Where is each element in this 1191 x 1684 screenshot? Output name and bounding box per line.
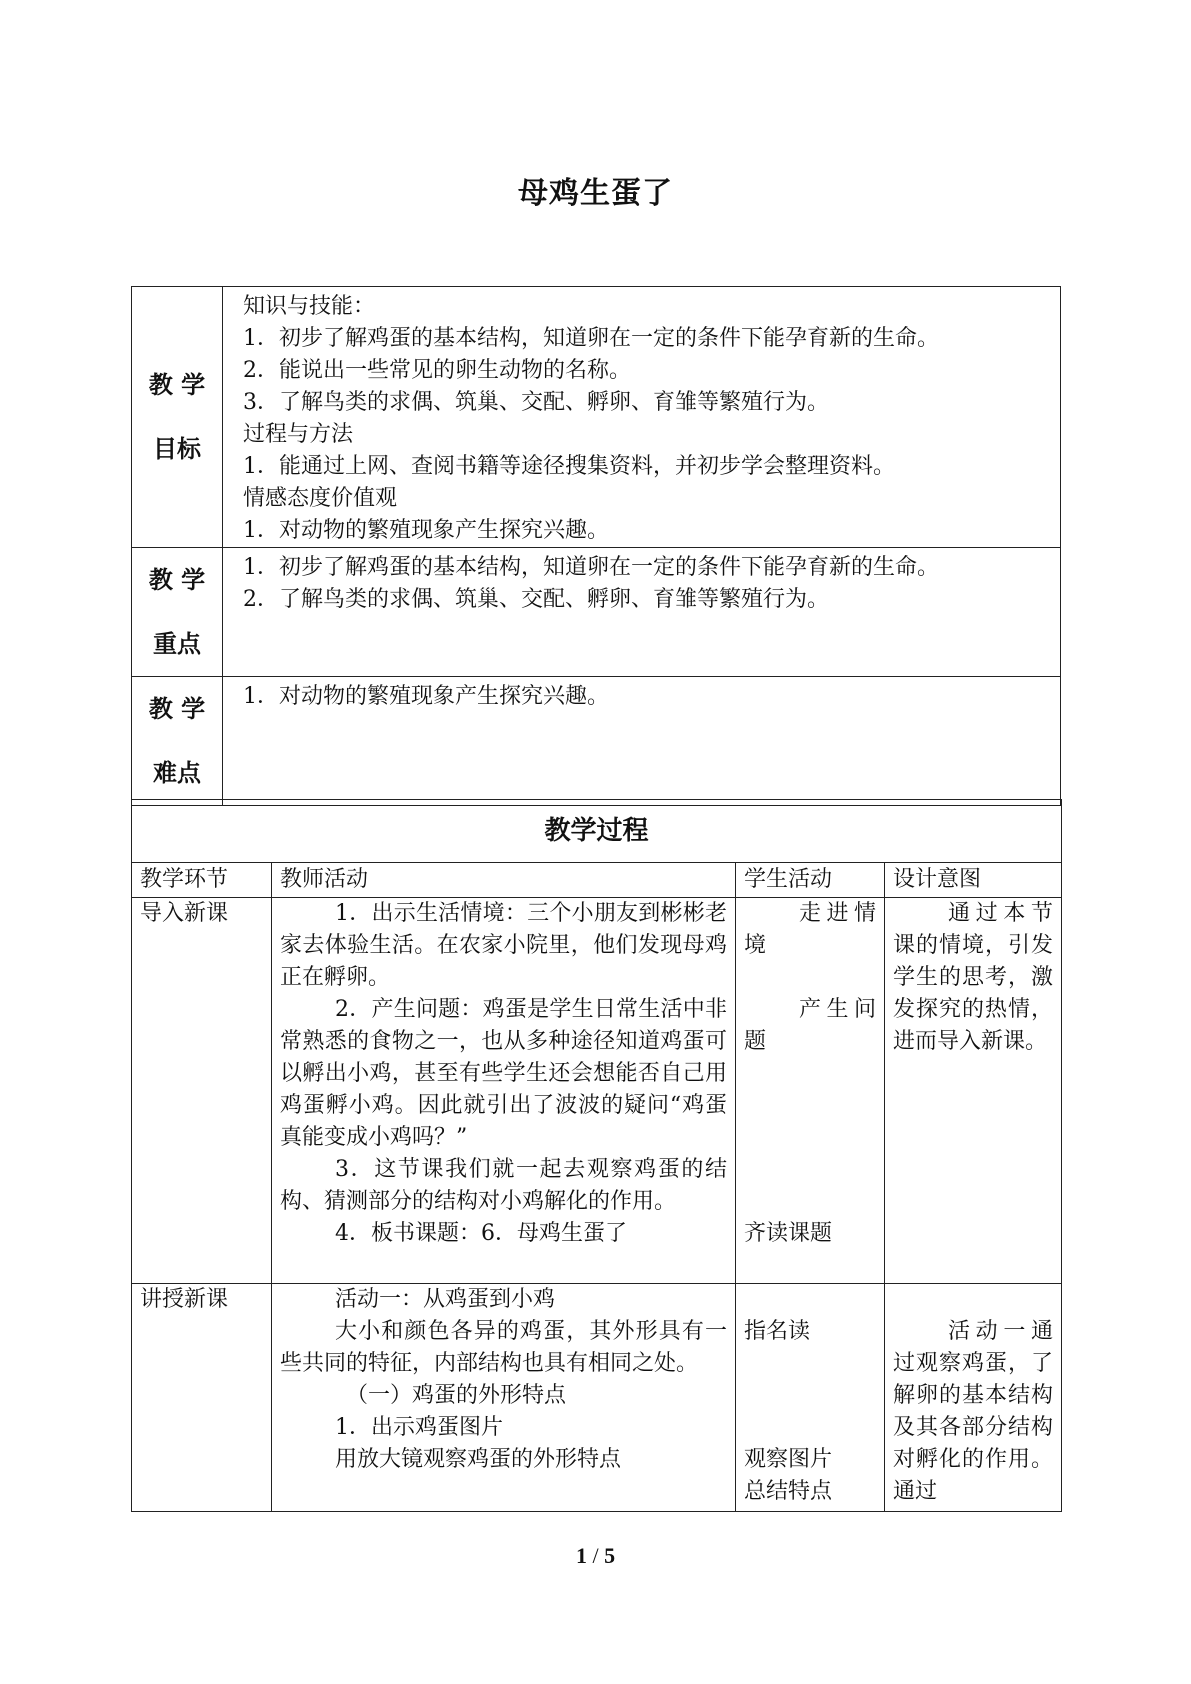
difficulties-row [132,677,1061,806]
key-points-row [132,548,1061,677]
process-heading-row [132,800,1062,863]
row-label: 教 学 目标 [132,287,223,548]
column-header: 教师活动 [272,863,736,898]
page-title: 母鸡生蛋了 [518,176,673,211]
student-cell: 指名读 观察图片 总结特点 [736,1284,885,1512]
table-row [132,1284,1062,1512]
page-number: 1 / 5 [575,1543,616,1568]
column-header-row [132,863,1062,898]
intent-cell: 活动一通过观察鸡蛋，了解卵的基本结构及其各部分结构对孵化的作用。通过 [885,1284,1062,1512]
objectives-table [131,286,1061,806]
process-table [131,799,1062,1512]
row-content: 知识与技能： 1．初步了解鸡蛋的基本结构，知道卵在一定的条件下能孕育新的生命。 2．能说出一些常见的卵生动物的名称。 3．了解鸟类的求偶、筑巢、交配、孵卵、育雏等繁殖行为。 过程与方法 1．能通过上网、查阅书籍等途径搜集资料，并初步学会整理资料。 情感态度价值观 1．对动物的繁殖现象产生探究兴趣。 [223,287,1061,548]
column-header: 教学环节 [132,863,272,898]
student-cell: 走进情境 产生问题 齐读课题 [736,898,885,1284]
stage-cell: 导入新课 [132,898,272,1284]
process-heading: 教学过程 [132,800,1062,863]
teacher-cell: 活动一：从鸡蛋到小鸡 大小和颜色各异的鸡蛋，其外形具有一些共同的特征，内部结构也具有相同之处。 （一）鸡蛋的外形特点 1．出示鸡蛋图片 用放大镜观察鸡蛋的外形特点 [272,1284,736,1512]
column-header: 学生活动 [736,863,885,898]
stage-cell: 讲授新课 [132,1284,272,1512]
row-content: 1．初步了解鸡蛋的基本结构，知道卵在一定的条件下能孕育新的生命。 2．了解鸟类的求偶、筑巢、交配、孵卵、育雏等繁殖行为。 [223,548,1061,677]
column-header: 设计意图 [885,863,1062,898]
objectives-row [132,287,1061,548]
row-label: 教 学 重点 [132,548,223,677]
table-row [132,898,1062,1284]
teacher-cell: 1．出示生活情境：三个小朋友到彬彬老家去体验生活。在农家小院里，他们发现母鸡正在孵卵。 2．产生问题：鸡蛋是学生日常生活中非常熟悉的食物之一，也从多种途径知道鸡蛋可以孵出小鸡，甚至有些学生还会想能否自己用鸡蛋孵小鸡。因此就引出了波波的疑问“鸡蛋真能变成小鸡吗？” 3．这节课我们就一起去观察鸡蛋的结构、猜测部分的结构对小鸡解化的作用。 4．板书课题：6．母鸡生蛋了 [272,898,736,1284]
row-label: 教 学 难点 [132,677,223,806]
row-content: 1．对动物的繁殖现象产生探究兴趣。 [223,677,1061,806]
intent-cell: 通过本节课的情境，引发学生的思考，激发探究的热情，进而导入新课。 [885,898,1062,1284]
